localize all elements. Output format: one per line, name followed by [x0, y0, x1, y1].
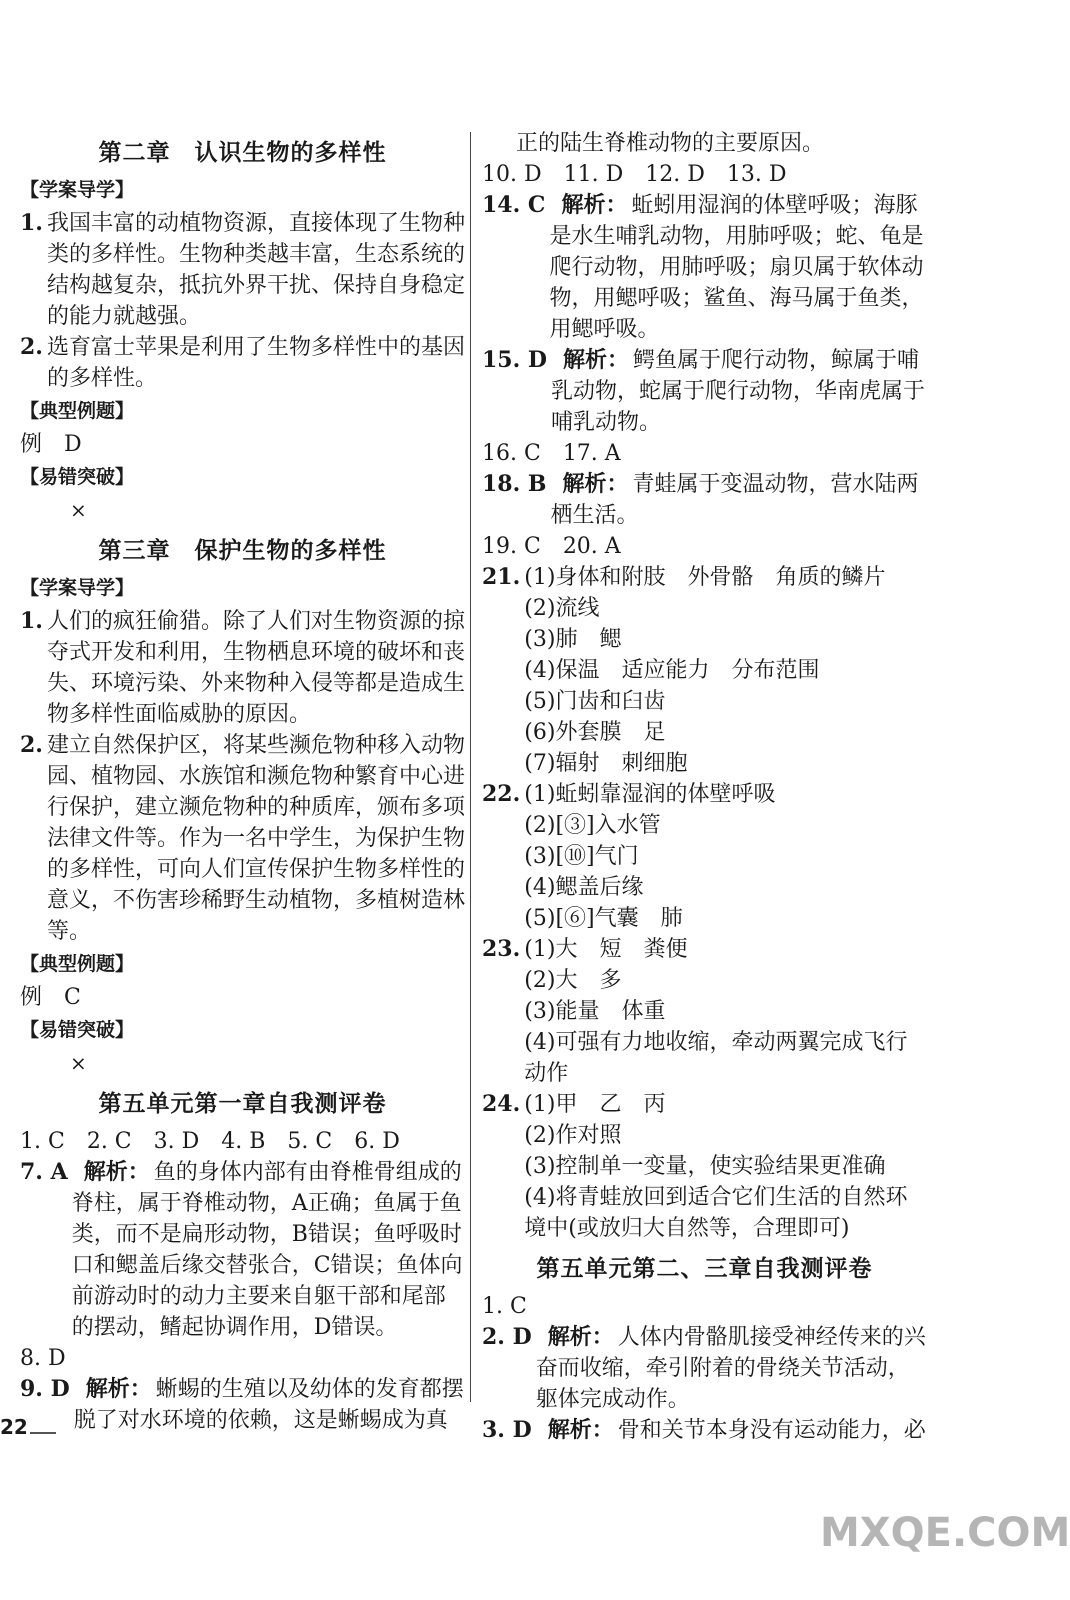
ch2-example-answer: 例 D: [20, 432, 82, 457]
answers-19-20: 19. C 20. A: [482, 534, 621, 559]
q21-part: (4)保温 适应能力 分布范围: [524, 658, 820, 683]
ch2-q1: 1. 我国丰富的动植物资源，直接体现了生物种类的多样性。生物种类越丰富，生态系统的结构越复杂，抵抗外界干扰、保持自身稳定的能力就越强。: [20, 210, 465, 329]
analysis-label: 解析：: [563, 347, 630, 373]
q22-part: (3)[⑩]气门: [524, 844, 639, 869]
test-2-title: 第五单元第二、三章自我测评卷: [536, 1256, 873, 1282]
ch3-guide-label: 【学案导学】: [20, 577, 135, 599]
q21-part: (3)肺 鳃: [524, 627, 622, 652]
q21-part: (5)门齿和臼齿: [524, 689, 666, 714]
q22-part: (4)鳃盖后缘: [524, 875, 644, 900]
analysis-label: 解析：: [561, 192, 628, 218]
q23: 23. (1)大 短 粪便 (2)大 多 (3)能量 体重 (4)可强有力地收缩，牵动两翼完成飞行动作: [482, 934, 927, 1089]
page-number: 22: [0, 1415, 28, 1439]
q22: 22. (1)蚯蚓靠湿润的体壁呼吸 (2)[③]入水管 (3)[⑩]气门 (4)鳃盖后缘 (5)[⑥]气囊 肺: [482, 779, 927, 934]
q24-part: (3)控制单一变量，使实验结果更准确: [524, 1154, 886, 1179]
q21-part: (1)身体和附肢 外骨骼 角质的鳞片: [524, 565, 886, 590]
q22-part: (5)[⑥]气囊 肺: [524, 906, 683, 931]
q18: 18. B 解析： 青蛙属于变温动物，营水陆两栖生活。: [482, 471, 919, 528]
t2-q1: 1. C: [482, 1294, 527, 1319]
q22-part: (1)蚯蚓靠湿润的体壁呼吸: [524, 782, 776, 807]
t1-q7: 7. A 解析： 鱼的身体内部有由脊椎骨组成的脊柱，属于脊椎动物，A正确；鱼属于鱼类，而不是扁形动物，B错误；鱼呼吸时口和鳃盖后缘交替张合，C错误；鱼体向前游动时的动力主要来自躯干部和尾部的摆动，鳍起协调作用，D错误。: [20, 1159, 463, 1340]
column-divider: [470, 132, 471, 1402]
analysis-label: 解析：: [547, 1324, 614, 1350]
q14: 14. C 解析： 蚯蚓用湿润的体壁呼吸；海豚是水生哺乳动物，用肺呼吸；蛇、龟是爬行动物，用肺呼吸；扇贝属于软体动物，用鳃呼吸；鲨鱼、海马属于鱼类，用鳃呼吸。: [482, 192, 924, 342]
answers-16-17: 16. C 17. A: [482, 441, 621, 466]
ch3-q2: 2. 建立自然保护区，将某些濒危物种移入动物园、植物园、水族馆和濒危物种繁育中心进行保护，建立濒危物种的种质库，颁布多项法律文件等。作为一名中学生，为保护生物的多样性，可向人们宣传保护生物多样性的意义，不伤害珍稀野生动植物，多植树造林等。: [20, 732, 465, 944]
q24-part: (2)作对照: [524, 1123, 622, 1148]
ch3-example-label: 【典型例题】: [20, 953, 135, 975]
page-number-rule: [30, 1432, 56, 1434]
left-column: [20, 128, 465, 1436]
t1-q9: 9. D 解析： 蜥蜴的生殖以及幼体的发育都摆脱了对水环境的依赖，这是蜥蜴成为真: [20, 1376, 464, 1433]
ch3-error-label: 【易错突破】: [20, 1019, 135, 1041]
q21-part: (2)流线: [524, 596, 600, 621]
ch2-q2: 2. 选育富士苹果是利用了生物多样性中的基因的多样性。: [20, 334, 465, 391]
q22-part: (2)[③]入水管: [524, 813, 661, 838]
ch2-error-label: 【易错突破】: [20, 466, 135, 488]
q24-part: (1)甲 乙 丙: [524, 1092, 666, 1117]
q21: 21. (1)身体和附肢 外骨骼 角质的鳞片 (2)流线 (3)肺 鳃 (4)保温 适应能力 分布范围 (5)门齿和臼齿 (6)外套膜 足 (7)辐射 刺细胞: [482, 562, 927, 779]
q21-part: (7)辐射 刺细胞: [524, 751, 688, 776]
q23-part: (3)能量 体重: [524, 999, 666, 1024]
q15: 15. D 解析： 鳄鱼属于爬行动物，鲸属于哺乳动物，蛇属于爬行动物，华南虎属于哺乳动物。: [482, 347, 926, 435]
site-watermark: MXQE.COM: [820, 1510, 1070, 1556]
q23-part: (1)大 短 粪便: [524, 937, 688, 962]
analysis-label: 解析：: [83, 1159, 150, 1185]
right-column: [482, 128, 927, 1446]
q9-continuation: 正的陆生脊椎动物的主要原因。: [516, 131, 825, 156]
t2-q3: 3. D 解析： 骨和关节本身没有运动能力，必: [482, 1417, 926, 1443]
answers-10-13: 10. D 11. D 12. D 13. D: [482, 162, 787, 187]
q24: 24. (1)甲 乙 丙 (2)作对照 (3)控制单一变量，使实验结果更准确 (4)将青蛙放回到适合它们生活的自然环境中(或放归大自然等，合理即可): [482, 1089, 927, 1244]
analysis-label: 解析：: [547, 1417, 614, 1443]
t1-q8: 8. D: [20, 1346, 66, 1371]
chapter-2-title: 第二章 认识生物的多样性: [98, 140, 387, 166]
ch2-example-label: 【典型例题】: [20, 400, 135, 422]
ch3-error-answer: ×: [70, 1051, 87, 1075]
q21-part: (6)外套膜 足: [524, 720, 666, 745]
q23-part: (2)大 多: [524, 968, 622, 993]
analysis-label: 解析：: [85, 1376, 152, 1402]
ch2-guide-label: 【学案导学】: [20, 179, 135, 201]
q23-part: (4)可强有力地收缩，牵动两翼完成飞行动作: [524, 1030, 908, 1086]
q24-part: (4)将青蛙放回到适合它们生活的自然环境中(或放归大自然等，合理即可): [524, 1185, 908, 1241]
ch2-error-answer: ×: [70, 498, 87, 522]
test-1-title: 第五单元第一章自我测评卷: [98, 1091, 387, 1117]
t2-q2: 2. D 解析： 人体内骨骼肌接受神经传来的兴奋而收缩，牵引附着的骨绕关节活动，躯体完成动作。: [482, 1324, 926, 1412]
ch3-q1: 1. 人们的疯狂偷猎。除了人们对生物资源的掠夺式开发和利用，生物栖息环境的破坏和丧失、环境污染、外来物种入侵等都是造成生物多样性面临威胁的原因。: [20, 608, 465, 727]
ch3-example-answer: 例 C: [20, 985, 81, 1010]
analysis-label: 解析：: [562, 471, 629, 497]
t1-answers-1-6: 1. C 2. C 3. D 4. B 5. C 6. D: [20, 1129, 400, 1154]
chapter-3-title: 第三章 保护生物的多样性: [98, 538, 387, 564]
